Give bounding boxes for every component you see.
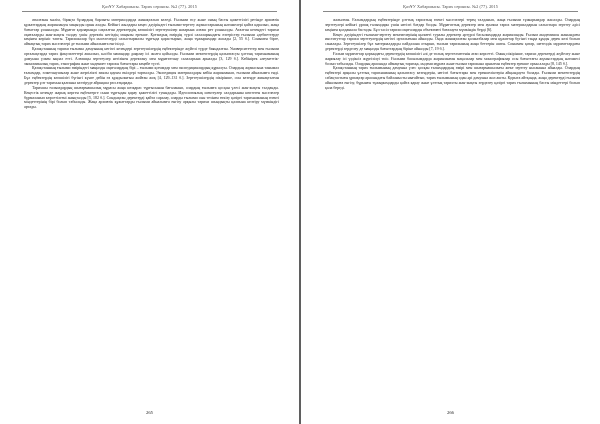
paragraph: Тарихшы ғалымдардың шығармашылық мұрасы жаңа көзқарас тұрғысынан бағаланып, олардың ғылымға қосқан үлесі жан-жақты талданды. Кеңестік кезеңде жарық көрген еңбектерге сыни тұрғыдан қарау қажеттілігі туындады. Идеологиялық шектеулер салдарынан көптеген мәселелер бұрмаланып көрсетілгені анықталды [5, 182 б.]. Сондықтан деректерді қайта саралау, оларды ғылыми сын тезінен өткізу қазіргі тарихнаманың өзекті міндеттерінің бірі болып табылады. Жаңа архивтік құжаттарды ғылыми айналымға енгізу арқылы тарихи шындықты қалпына келтіру мүмкіндігі артады. <box>24 84 279 110</box>
paragraph: Ғалым мұрағаттар қорындағы деректердің көпшілігі әлі де толық зерттелмегенін атап көрсетті. Оның пікірінше, тарихи деректерді жүйелеу және жариялау ісі үздіксіз жүргізілуі тиіс. Ғылыми басылымдарда жарияланған мақалалар мен монографиялар осы бағыттағы жұмыстардың нәтижесі болып табылады. Олардың арасында аймақтық тарихқа, мәдени мұраға және ғылым тарихына арналған еңбектер ерекше орын алады [8, 145 б.]. <box>325 50 580 66</box>
page-number: 265 <box>146 410 153 415</box>
left-page <box>0 0 299 424</box>
paragraph: атылғаны мәлім, бірақта бұлардың барлығы материалдарда жинақталып келеді. Ғылыми өсу және оның басты қажеттілігі ретінде архивтік құжаттардың жариялануы маңызды орын алады. Кейінгі жылдары кеңес дәуіріндегі ғылыми-зерттеу жұмыстарының нәтижелері қайта қаралып, жаңа бағыттар ұсынылды. Мұрағат қорларында сақталған деректердің көпшілігі зерттеушілер назарына алғаш рет ұсынылды. Аталған кезеңдегі тарихи оқиғаларды жан-жақты талдау үшін деректік негіздің маңызы ерекше. Қоғамдық өмірдің түрлі салаларындағы өзгерістер ғылыми әдебиеттерде кеңінен көрініс тапты. Тарихшылар бұл мәселелерді салыстырмалы тұрғыда қарастырып, жаңа тұжырымдар жасады [2, 55 б.]. Сонымен бірге, аймақтық тарих мәселелері де ғылыми айналымға енгізілді. <box>24 18 279 47</box>
page-number: 266 <box>447 410 454 415</box>
left-page-body <box>24 18 279 402</box>
paragraph: Қазақстанның тарихи ғылымы дамуының негізгі кезеңдері зерттеушілердің еңбектерінде жүйелі түрде баяндалған. Университеттер мен ғылыми орталықтарда тарих факультеттері ашылып, кәсіби мамандар даярлау ісі жолға қойылды. Ғылыми мектептердің қалыптасуы ұлттық тарихнаманың дамуына үлкен ықпал етті. Алғашқы зерттеулер негізінен деректану мен мұрағаттану салаларына арналды [3, 129 б.]. Кейінірек әлеуметтік-экономикалық тарих, этнография және мәдениет тарихы бағыттары кеңейе түсті. <box>24 46 279 66</box>
running-header: ҚазҰУ Хабаршысы. Тарих сериясы. №2 (77). 2015 <box>403 4 498 9</box>
paragraph: Кеңес дәуіріндегі ғылыми-зерттеу мекемелерінің қызметі туралы деректер әртүрлі басылымдарда жарияланды. Ғылым академиясы жанындағы институттар тарихи зерттеулердің негізгі орталығына айналды. Онда жинақталған қолжазбалар мен құжаттар бүгінгі таңда құнды дерек көзі болып саналады. Зерттеушілер бұл материалдарды пайдалана отырып, ғылым тарихының жаңа беттерін ашты. Сонымен қатар, шетелдік мұрағаттардағы деректерді зерделеу де маңызды бағыттардың біріне айналды [7, 19 б.]. <box>325 31 580 52</box>
right-page <box>301 0 600 424</box>
header-divider <box>323 11 578 12</box>
header-divider <box>22 11 277 12</box>
paragraph: Қазақстанның ғылыми өміріндегі маңызды оқиғалардың бірі – ғылыми қоғамдар мен экспедициялардың құрылуы. Олардың жұмысына танымал ғалымдар, өлкетанушылар және жергілікті зиялы қауым өкілдері тартылды. Экспедиция материалдары кейін жарияланып, ғылыми айналымға енді. Бұл еңбектердің көпшілігі бүгінгі күнге дейін өз құндылығын жойған жоқ [4, 129–131 б.]. Зерттеушілердің пікірінше, осы кезеңде жинақталған деректер ұлт тарихын қалпына келтіруде айрықша рөл атқарады. <box>24 65 279 85</box>
right-page-body <box>325 18 580 402</box>
paragraph: Қазақстанның тарих ғылымының дамуына үлес қосқан ғалымдардың өмірі мен шығармашылығы жеке зерттеу нысанына айналды. Олардың еңбектері арқылы ұлттық тарихнаманың қалыптасу кезеңдерін, негізгі бағыттары мен ерекшеліктерін айқындауға болады. Ғылыми мектептердің сабақтастығы ұрпақтар арасындағы байланысты нығайтып, тарих ғылымының одан әрі дамуына жол ашты. Қорыта айтқанда, жаңа деректерді ғылыми айналымға енгізу, бұрынғы тұжырымдарды қайта қарау және ұлттық тарихты жан-жақты зерделеу қазіргі тарих ғылымының басты міндеттері болып қала береді. <box>325 65 580 90</box>
running-header: ҚазҰУ Хабаршысы. Тарих сериясы. №2 (77). 2015 <box>102 4 197 9</box>
paragraph: жазылған. Ғалымдардың еңбектерінде ұлттық тарихтың өзекті мәселелері терең талданып, жаңа ғылыми тұжырымдар жасалды. Олардың зерттеулері кейінгі ұрпақ ғалымдары үшін негізгі бағдар болды. Мұрағаттық деректер мен ауызша тарих материалдарын салыстыра зерттеу әдісі кеңінен қолданыла бастады. Бұл тәсіл тарихи оқиғаларды объективті бағалауға мүмкіндік берді [6]. <box>325 18 580 32</box>
